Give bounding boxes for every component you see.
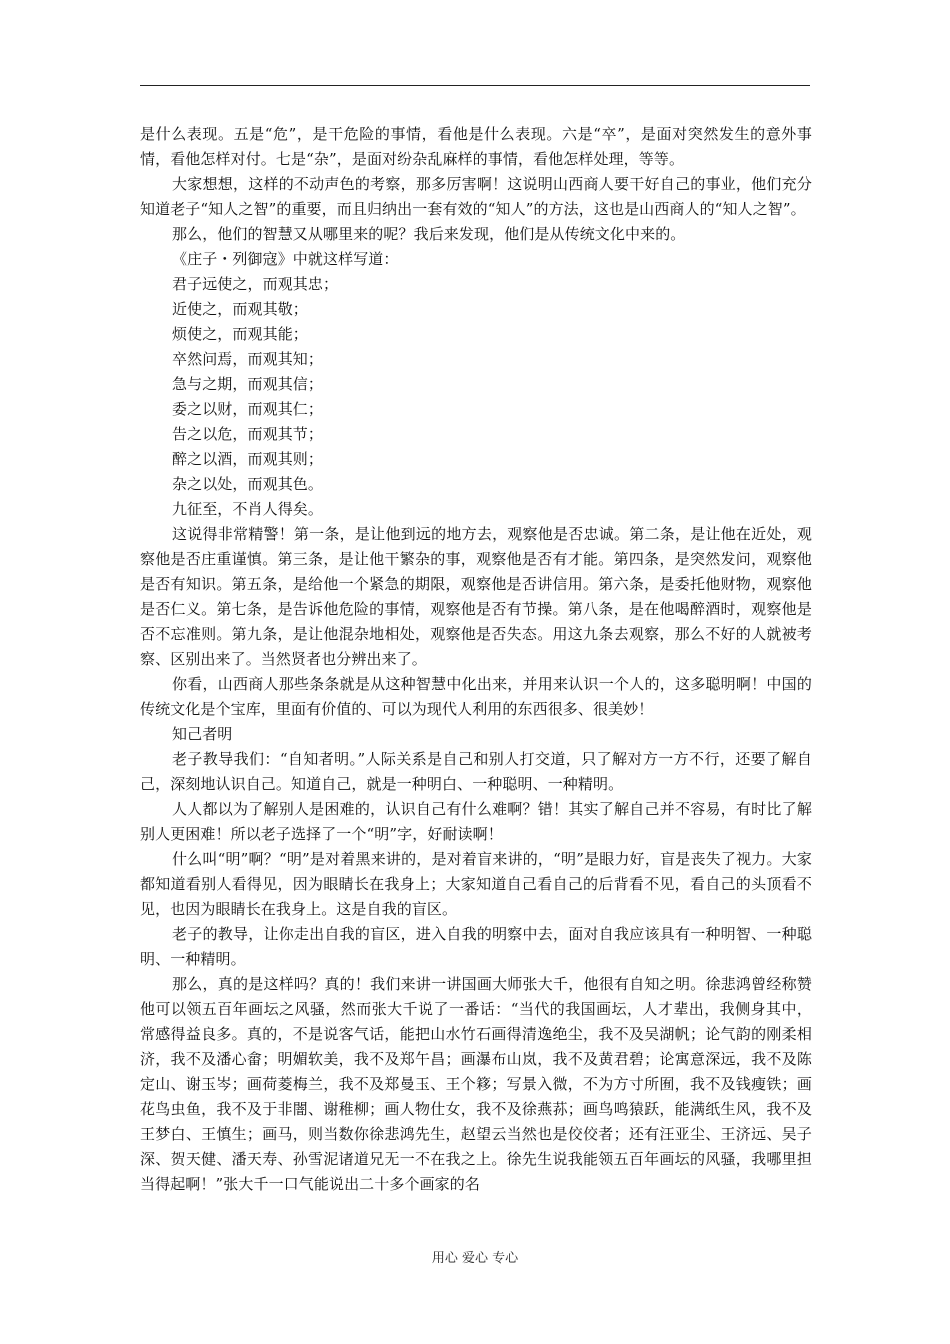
verse-line: 卒然问焉，而观其知； <box>172 350 324 368</box>
verse-line: 委之以财，而观其仁； <box>172 400 324 418</box>
paragraph: 什么叫“明”啊？“明”是对着黑来讲的，是对着盲来讲的，“明”是眼力好，盲是丧失了视力。大家都知道看别人看得见，因为眼睛长在我身上；大家知道自己看自己的后背看不见，看自己的头顶看不见，也因为眼睛长在我身上。这是自我的盲区。 <box>140 850 812 918</box>
paragraph: 这说得非常精警！第一条，是让他到远的地方去，观察他是否忠诚。第二条，是让他在近处，观察他是否庄重谨慎。第三条，是让他干繁杂的事，观察他是否有才能。第四条，是突然发问，观察他是否有知识。第五条，是给他一个紧急的期限，观察他是否讲信用。第六条，是委托他财物，观察他是否仁义。第七条，是告诉他危险的事情，观察他是否有节操。第八条，是在他喝醉酒时，观察他是否不忘准则。第九条，是让他混杂地相处，观察他是否失态。用这九条去观察，那么不好的人就被考察、区别出来了。当然贤者也分辨出来了。 <box>140 525 812 668</box>
verse-line: 烦使之，而观其能； <box>172 325 308 343</box>
verse-line: 告之以危，而观其节； <box>172 425 324 443</box>
page-footer: 用心 爱心 专心 <box>431 1251 519 1266</box>
paragraph: 你看，山西商人那些条条就是从这种智慧中化出来，并用来认识一个人的，这多聪明啊！中国的传统文化是个宝库，里面有价值的、可以为现代人利用的东西很多、很美妙！ <box>140 675 812 718</box>
paragraph: 老子的教导，让你走出自我的盲区，进入自我的明察中去，面对自我应该具有一种明智、一种聪明、一种精明。 <box>140 925 812 968</box>
document-body <box>140 122 812 1197</box>
paragraph: 老子教导我们：“自知者明。”人际关系是自己和别人打交道，只了解对方一方不行，还要了解自己，深刻地认识自己。知道自己，就是一种明白、一种聪明、一种精明。 <box>140 750 812 793</box>
verse-line: 急与之期，而观其信； <box>172 375 324 393</box>
verse-line: 君子远使之，而观其忠； <box>172 275 339 293</box>
verse-line: 醉之以酒，而观其则； <box>172 450 324 468</box>
paragraph: 人人都以为了解别人是困难的，认识自己有什么难啊？错！其实了解自己并不容易，有时比了解别人更困难！所以老子选择了一个“明”字，好耐读啊！ <box>140 800 812 843</box>
verse-line: 近使之，而观其敬； <box>172 300 308 318</box>
paragraph: 那么，他们的智慧又从哪里来的呢？我后来发现，他们是从传统文化中来的。 <box>172 225 686 243</box>
paragraph: 那么，真的是这样吗？真的！我们来讲一讲国画大师张大千，他很有自知之明。徐悲鸿曾经称赞他可以领五百年画坛之风骚，然而张大千说了一番话：“当代的我国画坛，人才辈出，我侧身其中，常感得益良多。真的，不是说客气话，能把山水竹石画得清逸绝尘，我不及吴湖帆；论气韵的刚柔相济，我不及潘心畲；明媚软美，我不及郑午昌；画瀑布山岚，我不及黄君碧；论寓意深远，我不及陈定山、谢玉岑；画荷菱梅兰，我不及郑曼玉、王个簃；写景入微，不为方寸所囿，我不及钱瘦铁；画花鸟虫鱼，我不及于非闇、谢稚柳；画人物仕女，我不及徐燕荪；画鸟鸣猿跃，能满纸生风，我不及王梦白、王慎生；画马，则当数你徐悲鸿先生，赵望云当然也是佼佼者；还有汪亚尘、王济远、吴子深、贺天健、潘天寿、孙雪泥诸道兄无一不在我之上。徐先生说我能领五百年画坛的风骚，我哪里担当得起啊！”张大千一口气能说出二十多个画家的名 <box>140 975 812 1193</box>
verse-line: 杂之以处，而观其色。 <box>172 475 324 493</box>
verse-line: 九征至，不肖人得矣。 <box>172 500 324 518</box>
paragraph: 大家想想，这样的不动声色的考察，那多厉害啊！这说明山西商人要干好自己的事业，他们充分知道老子“知人之智”的重要，而且归纳出一套有效的“知人”的方法，这也是山西商人的“知人之智”。 <box>140 175 812 218</box>
header-rule <box>140 85 810 86</box>
paragraph: 《庄子・列御寇》中就这样写道： <box>172 250 399 268</box>
paragraph: 是什么表现。五是“危”，是干危险的事情，看他是什么表现。六是“卒”，是面对突然发生的意外事情，看他怎样对付。七是“杂”，是面对纷杂乱麻样的事情，看他怎样处理，等等。 <box>140 125 812 168</box>
section-heading: 知己者明 <box>172 725 233 743</box>
